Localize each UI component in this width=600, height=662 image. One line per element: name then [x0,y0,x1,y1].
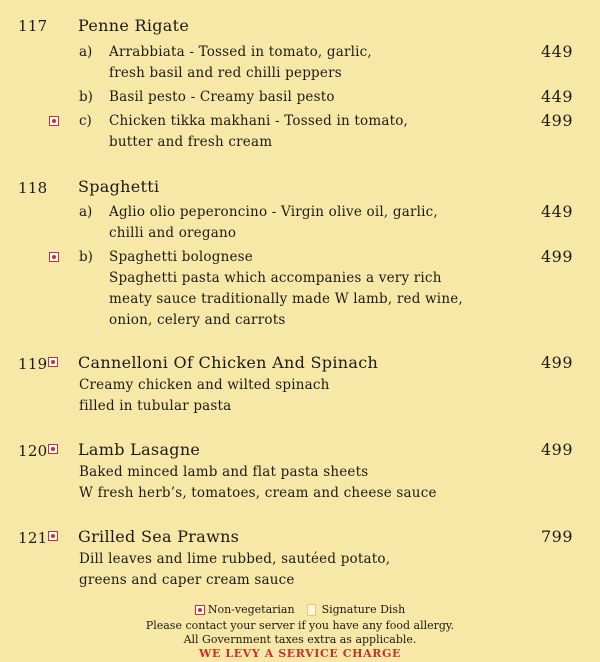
allergy-note: Please contact your server if you have any food allergy. [145,619,455,632]
item-number: 119 [18,355,48,373]
item-price: 499 [540,111,573,130]
variant-line: butter and fresh cream [109,134,273,150]
non-veg-icon [48,531,58,541]
item-price: 449 [540,42,573,61]
variant-line: Arrabbiata - Tossed in tomato, garlic, [109,44,372,60]
item-number: 120 [18,442,48,460]
variant-letter: a) [79,204,93,220]
tax-note: All Government taxes extra as applicable. [183,633,417,646]
service-charge-note: WE LEVY A SERVICE CHARGE [199,647,401,660]
variant-line: chilli and oregano [109,225,237,241]
variant-line: Spaghetti pasta which accompanies a very rich [109,270,442,286]
item-description-line: W fresh herb’s, tomatoes, cream and cheese sauce [79,485,437,501]
non-veg-icon [195,605,205,615]
item-number: 117 [18,17,48,35]
variant-line: Spaghetti bolognese [109,249,253,265]
item-title: Spaghetti [78,177,160,196]
non-veg-icon [49,252,59,262]
item-description-line: Creamy chicken and wilted spinach [79,377,330,393]
item-price: 799 [540,527,573,546]
variant-line: fresh basil and red chilli peppers [109,65,342,81]
variant-line: onion, celery and carrots [109,312,286,328]
item-price: 499 [540,247,573,266]
item-number: 121 [18,529,48,547]
legend-signature-label: Signature Dish [321,603,406,616]
item-title: Cannelloni Of Chicken And Spinach [78,353,379,372]
item-description-line: filled in tubular pasta [79,398,232,414]
signature-dish-icon [307,604,316,616]
item-number: 118 [18,179,48,197]
item-price: 449 [540,202,573,221]
legend [0,603,600,616]
item-price: 499 [540,440,573,459]
legend-nonveg-label: Non-vegetarian [207,603,295,616]
item-description-line: Dill leaves and lime rubbed, sautéed potato, [79,551,391,567]
item-description-line: Baked minced lamb and flat pasta sheets [79,464,369,480]
item-description-line: greens and caper cream sauce [79,572,295,588]
non-veg-icon [48,444,58,454]
item-title: Grilled Sea Prawns [78,527,240,546]
item-price: 499 [540,353,573,372]
variant-line: Aglio olio peperoncino - Virgin olive oil, garlic, [109,204,438,220]
variant-letter: b) [79,89,93,105]
variant-line: meaty sauce traditionally made W lamb, red wine, [109,291,463,307]
item-title: Penne Rigate [78,16,190,35]
item-price: 449 [540,87,573,106]
variant-letter: b) [79,249,93,265]
variant-line: Chicken tikka makhani - Tossed in tomato, [109,113,409,129]
variant-line: Basil pesto - Creamy basil pesto [109,89,335,105]
non-veg-icon [48,357,58,367]
non-veg-icon [49,116,59,126]
variant-letter: a) [79,44,93,60]
item-title: Lamb Lasagne [78,440,201,459]
variant-letter: c) [79,113,92,129]
